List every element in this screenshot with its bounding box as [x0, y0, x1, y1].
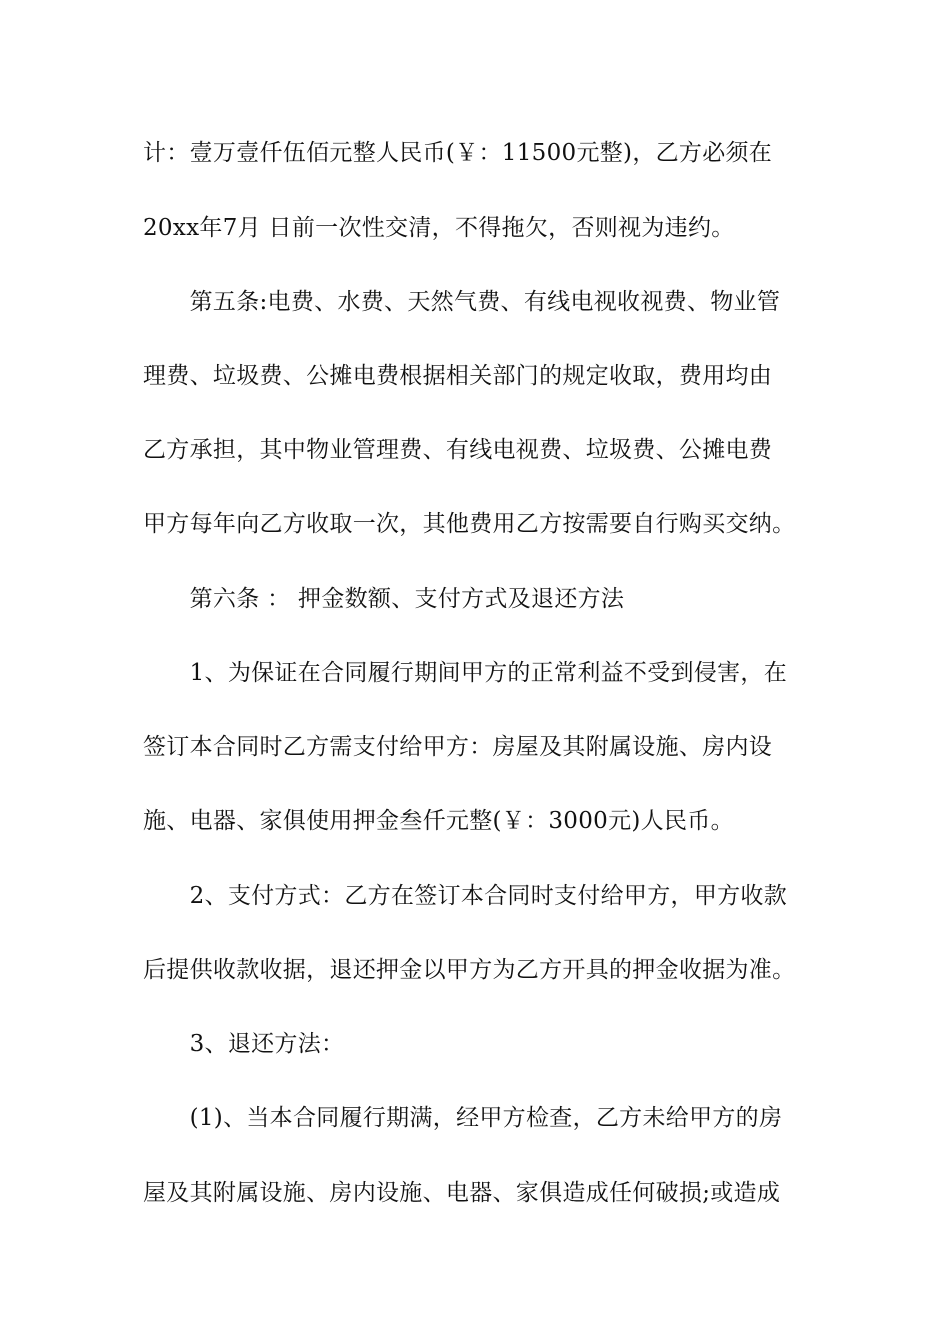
text-line: 施、电器、家俱使用押金叁仟元整(￥：3000元)人民币。	[143, 808, 734, 834]
text-line: 屋及其附属设施、房内设施、电器、家俱造成任何破损;或造成	[143, 1180, 781, 1206]
text-line: 1、为保证在合同履行期间甲方的正常利益不受到侵害，在	[143, 660, 788, 686]
text-line: 2、支付方式：乙方在签订本合同时支付给甲方，甲方收款	[143, 883, 788, 909]
text-line: 3、退还方法：	[143, 1031, 345, 1057]
text-line: 甲方每年向乙方收取一次，其他费用乙方按需要自行购买交纳。	[143, 511, 796, 537]
text-line: 后提供收款收据，退还押金以甲方为乙方开具的押金收据为准。	[143, 957, 796, 983]
text-line: 20xx年7月 日前一次性交清，不得拖欠，否则视为违约。	[143, 215, 735, 241]
text-line: 乙方承担，其中物业管理费、有线电视费、垃圾费、公摊电费	[143, 437, 773, 463]
text-line: 第六条 ： 押金数额、支付方式及退还方法	[143, 586, 625, 612]
text-line: 理费、垃圾费、公摊电费根据相关部门的规定收取，费用均由	[143, 363, 773, 389]
text-line: (1)、当本合同履行期满，经甲方检查，乙方未给甲方的房	[143, 1105, 783, 1131]
text-line: 签订本合同时乙方需支付给甲方：房屋及其附属设施、房内设	[143, 734, 773, 760]
text-line: 计：壹万壹仟伍佰元整人民币(￥：11500元整)，乙方必须在	[143, 140, 773, 166]
text-line: 第五条:电费、水费、天然气费、有线电视收视费、物业管	[143, 289, 781, 315]
